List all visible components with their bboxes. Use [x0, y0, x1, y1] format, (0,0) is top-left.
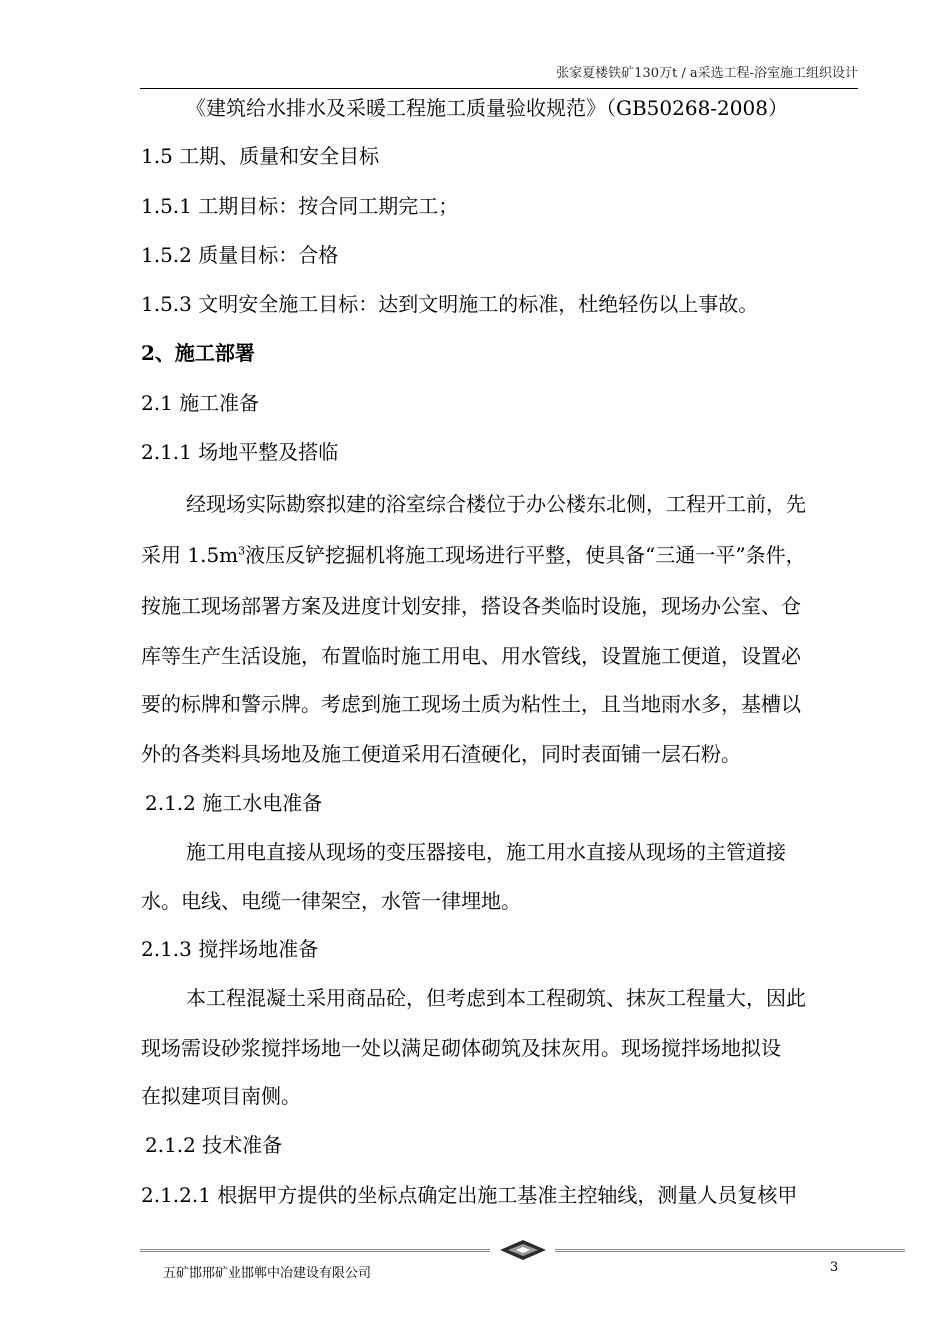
paragraph-line	[141, 543, 806, 567]
text-line: 1.5.2 质量目标：合格	[141, 243, 339, 267]
paragraph-line: 外的各类料具场地及施工便道采用石渣硬化，同时表面铺一层石粉。	[141, 742, 741, 766]
paragraph-line: 2.1.2.1 根据甲方提供的坐标点确定出施工基准主控轴线，测量人员复核甲	[141, 1183, 798, 1207]
paragraph-line: 施工用电直接从现场的变压器接电，施工用水直接从现场的主管道接	[186, 840, 786, 864]
header-divider	[140, 88, 858, 89]
footer-divider-right	[555, 1249, 905, 1252]
paragraph-line: 现场需设砂浆搅拌场地一处以满足砌体砌筑及抹灰用。现场搅拌场地拟设	[141, 1036, 781, 1060]
text-fragment: 采用 1.5m	[141, 543, 239, 567]
text-line: 1.5.1 工期目标：按合同工期完工；	[141, 194, 459, 218]
paragraph-line: 按施工现场部署方案及进度计划安排，搭设各类临时设施，现场办公室、仓	[141, 594, 801, 618]
footer-divider-left	[140, 1249, 490, 1252]
superscript: 3	[238, 544, 246, 558]
paragraph-line: 在拟建项目南侧。	[141, 1084, 301, 1108]
chapter-heading: 2、施工部署	[141, 341, 255, 365]
paragraph-line: 要的标牌和警示牌。考虑到施工现场土质为粘性土，且当地雨水多，基槽以	[141, 692, 801, 716]
paragraph-line: 库等生产生活设施，布置临时施工用电、用水管线，设置施工便道，设置必	[141, 644, 801, 668]
subsection-heading: 2.1.2 施工水电准备	[145, 791, 323, 815]
subsection-heading: 2.1.1 场地平整及搭临	[141, 440, 339, 464]
text-line: 《建筑给水排水及采暖工程施工质量验收规范》（GB50268-2008）	[186, 96, 788, 120]
paragraph-line: 水。电线、电缆一律架空，水管一律埋地。	[141, 889, 521, 913]
text-fragment: 液压反铲挖掘机将施工现场进行平整，使具备“三通一平”条件，	[245, 543, 806, 567]
footer-company-name: 五矿邯邢矿业邯郸中冶建设有限公司	[163, 1266, 372, 1281]
subsection-heading: 2.1.3 搅拌场地准备	[141, 937, 319, 961]
subsection-heading: 2.1.2 技术准备	[145, 1133, 283, 1157]
section-heading: 2.1 施工准备	[141, 391, 260, 415]
page-number: 3	[830, 1260, 839, 1275]
section-heading: 1.5 工期、质量和安全目标	[141, 144, 380, 168]
diamond-emblem-icon	[498, 1238, 548, 1262]
page-header-title: 张家夏楼铁矿130万t / a采选工程-浴室施工组织设计	[556, 66, 858, 81]
paragraph-line: 本工程混凝土采用商品砼，但考虑到本工程砌筑、抹灰工程量大，因此	[186, 986, 806, 1010]
paragraph-line: 经现场实际勘察拟建的浴室综合楼位于办公楼东北侧，工程开工前，先	[186, 492, 806, 516]
text-line: 1.5.3 文明安全施工目标：达到文明施工的标准，杜绝轻伤以上事故。	[141, 292, 759, 316]
